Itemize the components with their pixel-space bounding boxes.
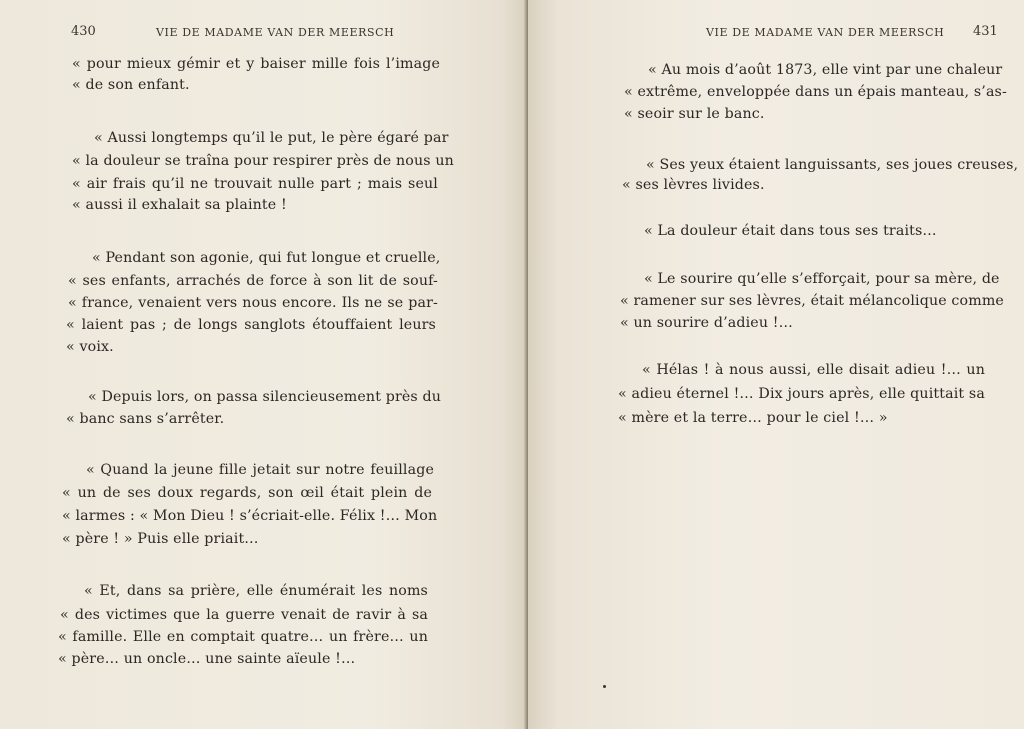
text-line: « adieu éternel !… Dix jours après, elle quittait sa — [618, 386, 985, 402]
text-line: « france, venaient vers nous encore. Ils ne se par- — [68, 295, 438, 311]
left-running-head: VIE DE MADAME VAN DER MEERSCH — [156, 26, 395, 39]
text-line: « banc sans s’arrêter. — [66, 411, 225, 427]
text-line: « Aussi longtemps qu’il le put, le père égaré par — [94, 130, 449, 146]
text-line: « La douleur était dans tous ses traits… — [644, 223, 937, 239]
text-line: « mère et la terre… pour le ciel !… » — [618, 410, 888, 426]
text-line: « air frais qu’il ne trouvait nulle part ; mais seul — [72, 176, 438, 192]
text-line: « un de ses doux regards, son œil était plein de — [62, 485, 432, 501]
ink-speck — [603, 685, 606, 688]
text-line: « larmes : « Mon Dieu ! s’écriait-elle. Félix !… Mon — [62, 508, 438, 524]
text-line: « Et, dans sa prière, elle énumérait les noms — [84, 583, 428, 599]
text-line: « des victimes que la guerre venait de ravir à sa — [60, 607, 428, 623]
text-line: « ses enfants, arrachés de force à son lit de souf- — [68, 273, 438, 289]
text-line: « père ! » Puis elle priait… — [62, 531, 259, 547]
right-page — [528, 0, 1024, 729]
text-line: « père… un oncle… une sainte aïeule !… — [58, 651, 356, 667]
text-line: « aussi il exhalait sa plainte ! — [72, 197, 287, 213]
text-line: « Ses yeux étaient languissants, ses joues creuses, — [646, 157, 1019, 173]
text-line: « Hélas ! à nous aussi, elle disait adieu !… un — [642, 362, 985, 378]
text-line: « ses lèvres livides. — [622, 177, 765, 193]
text-line: « ramener sur ses lèvres, était mélancolique comme — [620, 293, 1004, 309]
text-line: « Le sourire qu’elle s’efforçait, pour sa mère, de — [644, 271, 1000, 287]
text-line: « de son enfant. — [72, 77, 190, 93]
right-running-head: VIE DE MADAME VAN DER MEERSCH — [706, 26, 945, 39]
text-line: « la douleur se traîna pour respirer près de nous un — [72, 153, 454, 169]
text-line: « Depuis lors, on passa silencieusement près du — [88, 389, 442, 405]
text-line: « famille. Elle en comptait quatre… un frère… un — [58, 629, 428, 645]
right-page-number: 431 — [973, 24, 998, 39]
text-line: « pour mieux gémir et y baiser mille fois l’image — [72, 56, 440, 72]
text-line: « voix. — [66, 339, 114, 355]
text-line: « Quand la jeune fille jetait sur notre feuillage — [86, 462, 434, 478]
text-line: « seoir sur le banc. — [624, 106, 765, 122]
left-page-number: 430 — [71, 24, 96, 39]
text-line: « laient pas ; de longs sanglots étouffaient leurs — [66, 317, 436, 333]
text-line: « Au mois d’août 1873, elle vint par une chaleur — [648, 62, 1003, 78]
text-line: « extrême, enveloppée dans un épais manteau, s’as- — [624, 84, 1007, 100]
text-line: « un sourire d’adieu !… — [620, 315, 793, 331]
text-line: « Pendant son agonie, qui fut longue et cruelle, — [92, 250, 441, 266]
